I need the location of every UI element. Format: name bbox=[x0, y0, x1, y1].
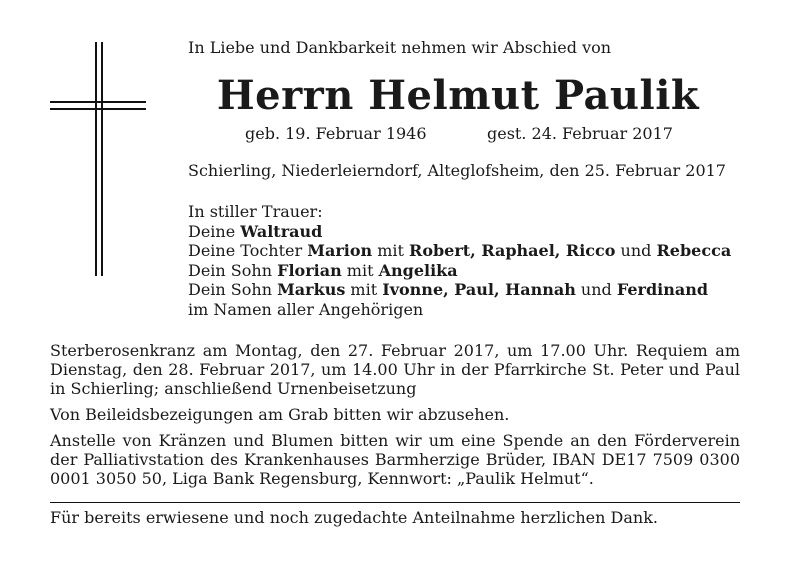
family-line bbox=[188, 222, 731, 242]
mourner-name: Angelika bbox=[378, 260, 458, 280]
condolence-text: Von Beileidsbezeigungen am Grab bitten wir abzusehen. bbox=[50, 405, 510, 424]
cross-vertical-bar-left bbox=[95, 42, 97, 276]
service-text: Sterberosenkranz am Montag, den 27. Februar 2017, um 17.00 Uhr. Requiem am Dienstag, den 28. Februar 2017, um 14.00 Uhr in der Pfarrkirche St. Peter und Paul in Schierling; anschließend Urnenbeisetzung bbox=[50, 341, 740, 398]
mourner-name: Marion bbox=[307, 241, 373, 261]
deceased-name: Herrn Helmut Paulik bbox=[216, 72, 700, 119]
family-line bbox=[188, 261, 731, 281]
family-text: mit bbox=[345, 280, 383, 300]
mourner-name: Waltraud bbox=[240, 221, 323, 241]
family-text: Deine Tochter bbox=[188, 241, 308, 261]
thanks-text: Für bereits erwiesene und noch zugedachte Anteilnahme herzlichen Dank. bbox=[50, 508, 658, 527]
divider bbox=[50, 502, 740, 503]
mourner-name: Markus bbox=[277, 280, 346, 300]
family-text: im Namen aller Angehörigen bbox=[188, 299, 424, 319]
family-line bbox=[188, 241, 731, 261]
mourner-name: Ivonne, Paul, Hannah bbox=[382, 280, 576, 300]
cross-horizontal-bar-bottom bbox=[50, 108, 146, 110]
family-text: mit bbox=[372, 241, 410, 261]
family-text: und bbox=[575, 280, 617, 300]
mourners-block bbox=[188, 202, 731, 320]
mourning-label: In stiller Trauer: bbox=[188, 202, 323, 221]
intro-text: In Liebe und Dankbarkeit nehmen wir Abschied von bbox=[188, 38, 612, 57]
cross-horizontal-bar-top bbox=[50, 101, 146, 103]
family-text: und bbox=[615, 241, 657, 261]
family-text: Dein Sohn bbox=[188, 280, 278, 300]
donation-text: Anstelle von Kränzen und Blumen bitten wir um eine Spende an den Förderverein der Palliativstation des Krankenhauses Barmherzige Brüder, IBAN DE17 7509 0300 0001 3050 50, Liga Bank Regensburg, Kennwort: „Paulik Helmut“. bbox=[50, 431, 740, 488]
family-text: Deine bbox=[188, 221, 241, 241]
mourner-name: Ferdinand bbox=[616, 280, 709, 300]
cross-vertical-bar-right bbox=[101, 42, 103, 276]
family-list bbox=[188, 222, 731, 320]
mourner-name: Rebecca bbox=[656, 241, 732, 261]
cross-icon bbox=[50, 42, 146, 276]
birth-date: geb. 19. Februar 1946 bbox=[245, 124, 427, 143]
death-date: gest. 24. Februar 2017 bbox=[487, 124, 673, 143]
family-text: Dein Sohn bbox=[188, 260, 278, 280]
family-line bbox=[188, 300, 731, 320]
mourner-name: Robert, Raphael, Ricco bbox=[409, 241, 616, 261]
mourner-name: Florian bbox=[277, 260, 342, 280]
family-text: mit bbox=[341, 260, 379, 280]
family-line bbox=[188, 280, 731, 300]
place-and-date: Schierling, Niederleierndorf, Alteglofsheim, den 25. Februar 2017 bbox=[188, 161, 726, 180]
